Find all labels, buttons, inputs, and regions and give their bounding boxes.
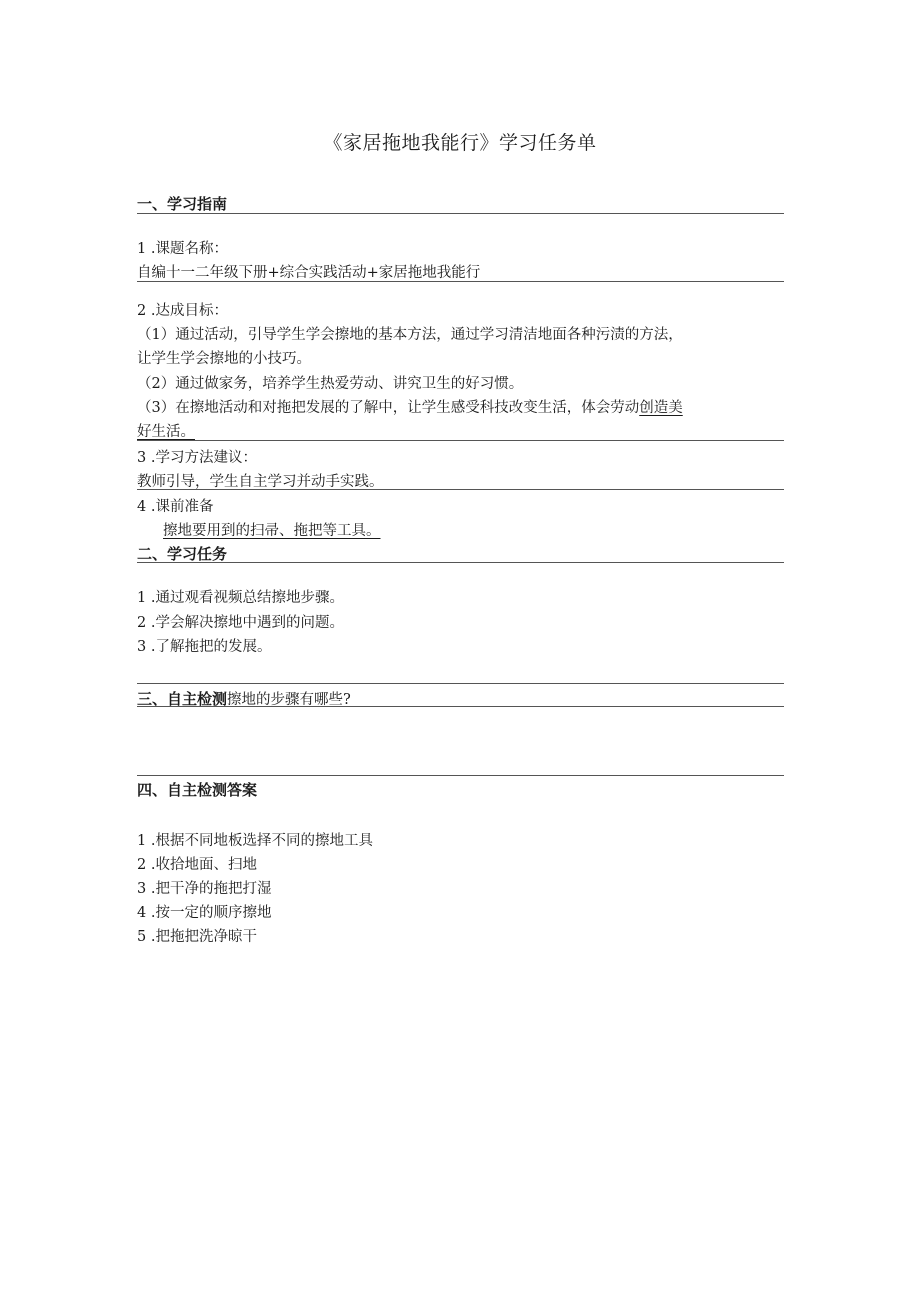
divider [137,706,784,707]
goal-3-underlined-text: 创造美 [639,400,683,416]
course-title-value: 自编十一二年级下册+综合实践活动+家居拖地我能行 [137,265,481,281]
goal-1-line-1: （1）通过活动，引导学生学会擦地的基本方法，通过学习清洁地面各种污渍的方法， [137,327,683,343]
page-title: 《家居拖地我能行》学习任务单 [323,132,597,154]
method-value: 教师引导，学生自主学习并动手实践。 [137,474,384,490]
divider [137,281,784,282]
section-heading-study-tasks: 二、学习任务 [137,545,228,563]
goal-1-line-2: 让学生学会擦地的小技巧。 [137,351,311,367]
goal-3-line-1 [137,396,683,417]
goal-2: （2）通过做家务，培养学生热爱劳动、讲究卫生的好习惯。 [137,376,524,392]
goal-3-text: （3）在擦地活动和对拖把发展的了解中，让学生感受科技改变生活，体会劳动 [137,400,640,416]
section-heading-answers: 四、自主检测答案 [137,781,258,799]
divider [137,683,784,684]
divider [137,213,784,214]
divider [137,440,784,441]
divider [137,775,784,776]
answer-item: 5 .把拖把洗净晾干 [137,929,257,945]
preparation-label: 4 .课前准备 [137,499,214,515]
preparation-value: 擦地要用到的扫帚、拖把等工具。 [163,523,381,539]
goal-3-line-2: 好生活。 [137,424,195,440]
answer-item: 1 .根据不同地板选择不同的擦地工具 [137,833,373,849]
task-item: 3 .了解拖把的发展。 [137,639,272,655]
self-check-question: 擦地的步骤有哪些? [227,692,351,708]
divider [137,489,784,490]
answer-item: 4 .按一定的顺序擦地 [137,905,272,921]
task-item: 1 .通过观看视频总结擦地步骤。 [137,590,344,606]
answer-item: 3 .把干净的拖把打湿 [137,881,272,897]
task-item: 2 .学会解决擦地中遇到的问题。 [137,615,344,631]
section-heading-self-check: 三、自主检测 [137,690,228,708]
answer-item: 2 .收拾地面、扫地 [137,857,257,873]
section-heading-study-guide: 一、学习指南 [137,195,228,213]
goals-label: 2 .达成目标： [137,303,228,319]
method-label: 3 .学习方法建议： [137,450,257,466]
course-title-label: 1 .课题名称： [137,241,228,257]
divider [137,562,784,563]
